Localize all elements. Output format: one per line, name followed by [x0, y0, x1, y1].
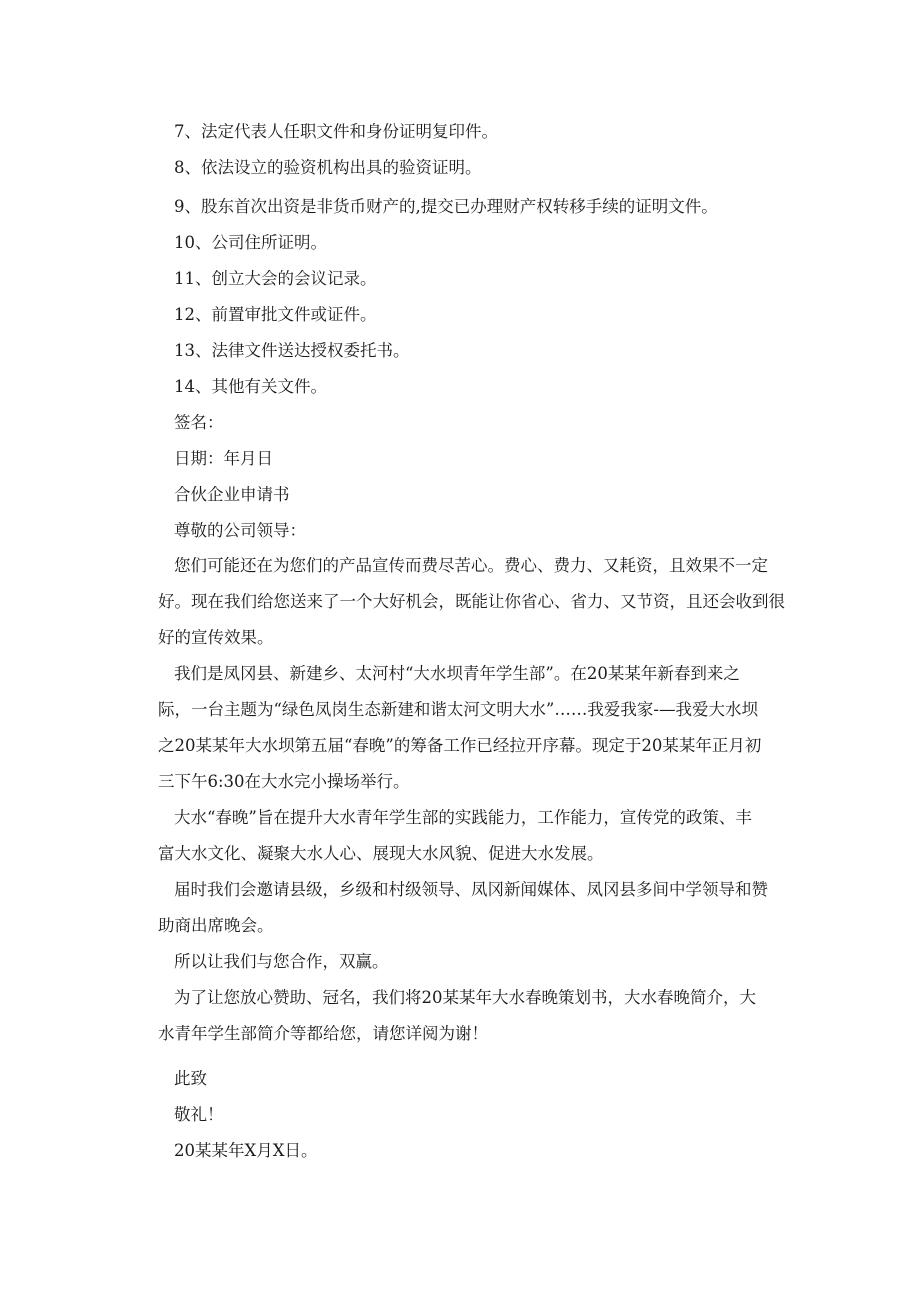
- list-item-11: 11、创立大会的会议记录。: [174, 269, 377, 288]
- list-item-12: 12、前置审批文件或证件。: [174, 305, 377, 324]
- closing-date: 20某某年X月X日。: [174, 1141, 318, 1160]
- paragraph-line: 好的宣传效果。: [158, 628, 274, 647]
- paragraph-line: 我们是凤冈县、新建乡、太河村“大水坝青年学生部”。在20某某年新春到来之: [174, 664, 740, 683]
- closing-cizhi: 此致: [174, 1069, 207, 1088]
- paragraph-intro: [158, 548, 785, 656]
- list-item-7: 7、法定代表人任职文件和身份证明复印件。: [174, 122, 498, 141]
- list-item-13: 13、法律文件送达授权委托书。: [174, 341, 410, 360]
- paragraph-line: 富大水文化、凝聚大水人心、展现大水风貌、促进大水发展。: [158, 844, 604, 863]
- paragraph-line: 您们可能还在为您们的产品宣传而费尽苦心。费心、费力、又耗资，且效果不一定: [174, 556, 768, 575]
- paragraph-attachments: [158, 980, 784, 1052]
- list-item-8: 8、依法设立的验资机构出具的验资证明。: [174, 158, 482, 177]
- letter-title: 合伙企业申请书: [174, 485, 290, 504]
- list-item-14: 14、其他有关文件。: [174, 377, 327, 396]
- signature-label: 签名：: [174, 413, 224, 432]
- closing-jingli: 敬礼！: [174, 1105, 224, 1124]
- paragraph-purpose: [158, 800, 784, 872]
- list-item-10: 10、公司住所证明。: [174, 233, 327, 252]
- paragraph-line: 助商出席晚会。: [158, 916, 274, 935]
- salutation: 尊敬的公司领导：: [174, 521, 306, 540]
- paragraph-line: 大水“春晚”旨在提升大水青年学生部的实践能力，工作能力，宣传党的政策、丰: [174, 808, 752, 827]
- paragraph-line: 之20某某年大水坝第五届“春晚”的筹备工作已经拉开序幕。现定于20某某年正月初: [158, 736, 762, 755]
- paragraph-line: 三下午6:30在大水完小操场举行。: [158, 772, 410, 791]
- paragraph-about-us: [158, 656, 784, 800]
- paragraph-line: 所以让我们与您合作，双赢。: [174, 952, 389, 971]
- list-item-9: 9、股东首次出资是非货币财产的,提交已办理财产权转移手续的证明文件。: [174, 197, 718, 216]
- paragraph-line: 际，一台主题为“绿色凤岗生态新建和谐太河文明大水”……我爱我家-—我爱大水坝: [158, 700, 758, 719]
- paragraph-line: 届时我们会邀请县级，乡级和村级领导、凤冈新闻媒体、凤冈县多间中学领导和赞: [174, 880, 768, 899]
- paragraph-cooperation: [174, 944, 784, 980]
- paragraph-invitation: [158, 872, 784, 944]
- date-label: 日期：年月日: [174, 449, 273, 468]
- paragraph-line: 为了让您放心赞助、冠名，我们将20某某年大水春晚策划书，大水春晚简介，大: [174, 988, 756, 1007]
- paragraph-line: 好。现在我们给您送来了一个大好机会，既能让你省心、省力、又节资，且还会收到很: [158, 592, 785, 611]
- paragraph-line: 水青年学生部简介等都给您，请您详阅为谢！: [158, 1024, 488, 1043]
